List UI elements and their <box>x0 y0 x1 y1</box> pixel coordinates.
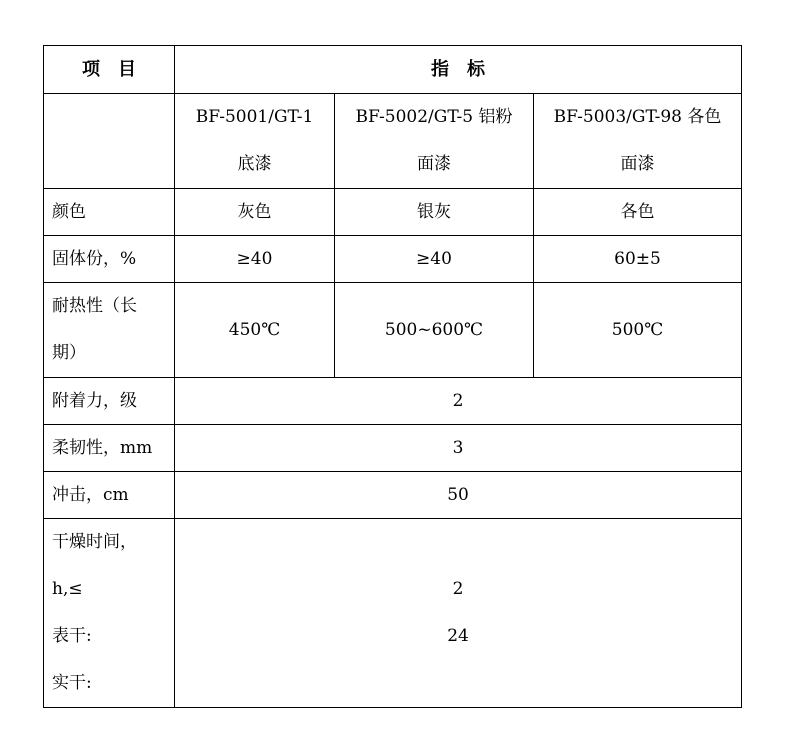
product-cell-1 <box>175 94 335 189</box>
product-2-code: BF-5002/GT-5 铝粉 <box>355 107 513 127</box>
heat-label-line2: 期） <box>52 343 86 363</box>
drying-label-line1: 干燥时间， <box>52 532 137 552</box>
product-3-code: BF-5003/GT-98 各色 <box>553 107 722 127</box>
drying-label-line3: 表干: <box>52 626 92 646</box>
drying-label-line2: h,≤ <box>52 579 83 599</box>
table-row-adhesion <box>44 378 742 425</box>
adhesion-value: 2 <box>175 378 742 425</box>
drying-hard-dry-value: 24 <box>447 626 469 646</box>
product-1-code: BF-5001/GT-1 <box>195 107 314 127</box>
table-row-impact <box>44 472 742 519</box>
product-1-type: 底漆 <box>237 154 272 174</box>
drying-label <box>44 519 175 708</box>
color-value-2: 银灰 <box>335 189 534 236</box>
table-header-row <box>44 46 742 94</box>
header-item: 项 目 <box>44 46 175 94</box>
product-3-type: 面漆 <box>620 154 655 174</box>
product-row <box>44 94 742 189</box>
solids-value-2: ≥40 <box>335 236 534 283</box>
drying-label-line4: 实干: <box>52 673 92 693</box>
drying-values <box>175 519 742 708</box>
heat-label <box>44 283 175 378</box>
impact-label: 冲击，cm <box>44 472 175 519</box>
solids-value-1: ≥40 <box>175 236 335 283</box>
heat-value-2: 500~600℃ <box>335 283 534 378</box>
heat-value-1: 450℃ <box>175 283 335 378</box>
flexibility-label: 柔韧性，mm <box>44 425 175 472</box>
color-value-3: 各色 <box>534 189 742 236</box>
table-row-color <box>44 189 742 236</box>
flexibility-value: 3 <box>175 425 742 472</box>
heat-label-line1: 耐热性（长 <box>52 296 137 316</box>
table-row-solids <box>44 236 742 283</box>
solids-value-3: 60±5 <box>534 236 742 283</box>
product-cell-3 <box>534 94 742 189</box>
adhesion-label: 附着力，级 <box>44 378 175 425</box>
spec-table <box>43 45 742 708</box>
heat-value-3: 500℃ <box>534 283 742 378</box>
table-row-flexibility <box>44 425 742 472</box>
table-row-drying <box>44 519 742 708</box>
header-index: 指 标 <box>175 46 742 94</box>
table-row-heat <box>44 283 742 378</box>
impact-value: 50 <box>175 472 742 519</box>
product-cell-2 <box>335 94 534 189</box>
solids-label: 固体份，% <box>44 236 175 283</box>
drying-surface-dry-value: 2 <box>452 579 464 599</box>
color-label: 颜色 <box>44 189 175 236</box>
color-value-1: 灰色 <box>175 189 335 236</box>
product-row-blank-cell <box>44 94 175 189</box>
product-2-type: 面漆 <box>417 154 451 174</box>
